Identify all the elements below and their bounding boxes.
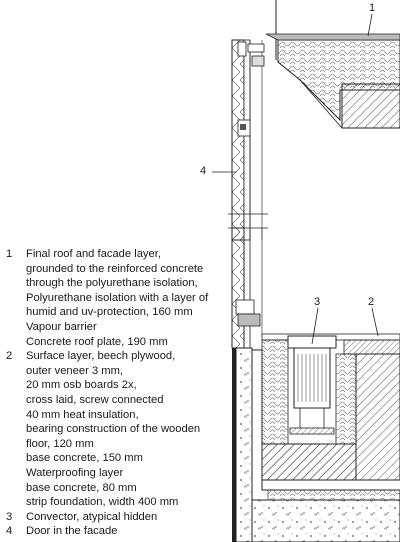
legend-line: humid and uv-protection, 160 mm [26,306,193,319]
legend-item-3 [6,510,306,525]
legend-line: Concrete roof plate, 190 mm [26,335,168,348]
legend-line: Vapour barrier [26,320,97,333]
legend-line: 20 mm osb boards 2x, [26,379,137,392]
legend-line: bearing construction of the wooden [26,423,201,436]
legend-item-2 [6,349,306,510]
legend-line: through the polyurethane isolation, [26,277,198,290]
legend-line: 40 mm heat insulation, [26,408,139,421]
legend-line: Polyurethane isolation with a layer of [26,291,209,304]
legend-line: outer veneer 3 mm, [26,364,124,377]
legend-line: floor, 120 mm [26,437,94,450]
legend-number: 1 [6,248,13,260]
legend-number: 4 [6,525,13,538]
callout-2: 2 [368,296,375,308]
legend-line: Final roof and facade layer, [26,248,161,260]
legend-line: strip foundation, width 400 mm [26,496,179,509]
legend-number: 2 [6,350,13,363]
legend-line: Waterproofing layer [26,466,124,479]
callout-3: 3 [314,296,321,308]
legend-line: Surface layer, beech plywood, [26,350,176,363]
legend-line: base concrete, 150 mm [26,452,143,465]
legend-line: base concrete, 80 mm [26,481,137,494]
legend-line: Door in the facade [26,525,118,538]
legend-item-1 [6,247,306,349]
legend [6,247,306,539]
callout-4: 4 [200,165,207,177]
legend-number: 3 [6,510,13,523]
callout-1: 1 [369,2,376,14]
legend-line: grounded to the reinforced concrete [26,262,204,275]
legend-line: Convector, atypical hidden [26,510,158,523]
legend-item-4 [6,524,306,539]
roof-detail [228,0,400,240]
legend-line: cross laid, screw connected [26,393,164,406]
